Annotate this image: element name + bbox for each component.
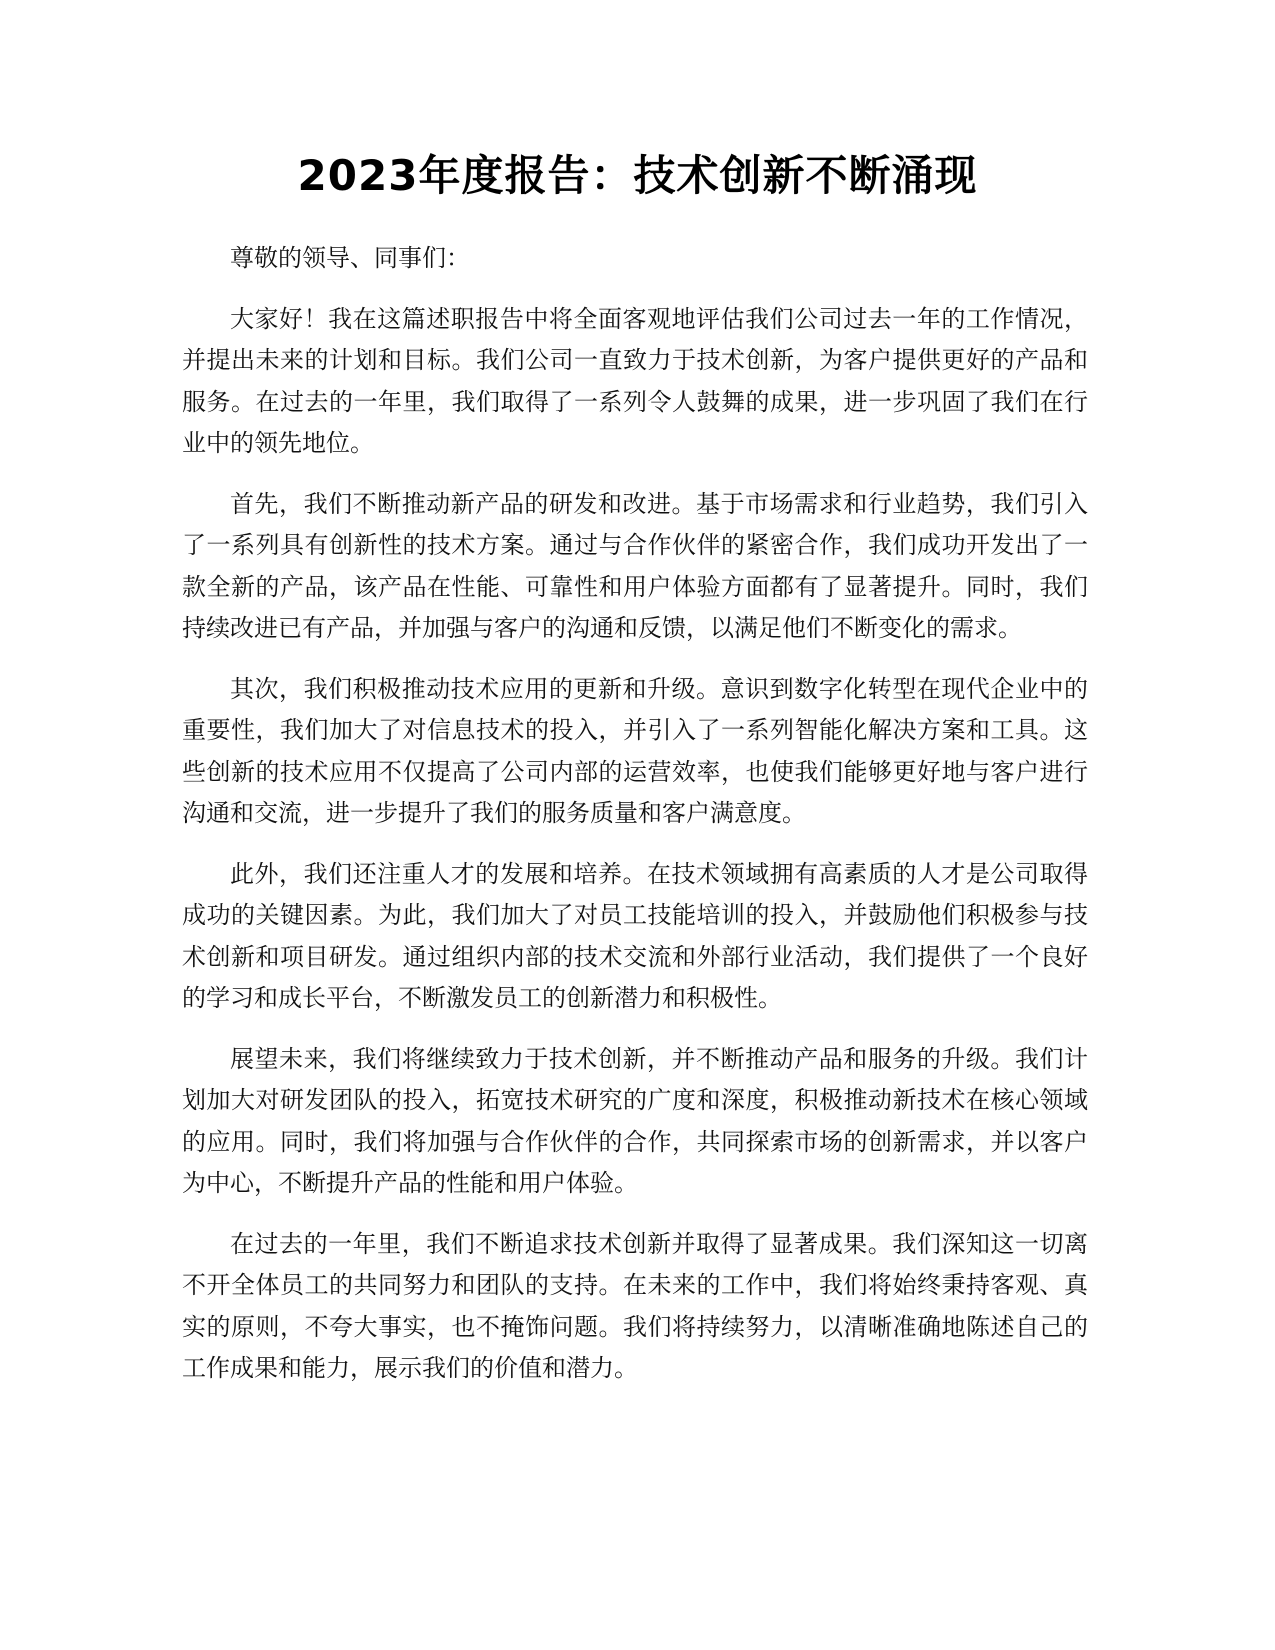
greeting-line: 尊敬的领导、同事们：: [230, 244, 470, 272]
paragraph-outlook: 展望未来，我们将继续致力于技术创新，并不断推动产品和服务的升级。我们计划加大对研发团队的投入，拓宽技术研究的广度和深度，积极推动新技术在核心领域的应用。同时，我们将加强与合作伙伴的合作，共同探索市场的创新需求，并以客户为中心，不断提升产品的性能和用户体验。: [182, 1044, 1088, 1197]
document-body: [182, 238, 1088, 1409]
paragraph-talent-development: 此外，我们还注重人才的发展和培养。在技术领域拥有高素质的人才是公司取得成功的关键因素。为此，我们加大了对员工技能培训的投入，并鼓励他们积极参与技术创新和项目研发。通过组织内部的技术交流和外部行业活动，我们提供了一个良好的学习和成长平台，不断激发员工的创新潜力和积极性。: [182, 859, 1088, 1012]
paragraph-technology-upgrade: 其次，我们积极推动技术应用的更新和升级。意识到数字化转型在现代企业中的重要性，我们加大了对信息技术的投入，并引入了一系列智能化解决方案和工具。这些创新的技术应用不仅提高了公司内部的运营效率，也使我们能够更好地与客户进行沟通和交流，进一步提升了我们的服务质量和客户满意度。: [182, 674, 1088, 827]
paragraph-intro: 大家好！我在这篇述职报告中将全面客观地评估我们公司过去一年的工作情况，并提出未来的计划和目标。我们公司一直致力于技术创新，为客户提供更好的产品和服务。在过去的一年里，我们取得了一系列令人鼓舞的成果，进一步巩固了我们在行业中的领先地位。: [182, 304, 1088, 457]
paragraph-conclusion: 在过去的一年里，我们不断追求技术创新并取得了显著成果。我们深知这一切离不开全体员工的共同努力和团队的支持。在未来的工作中，我们将始终秉持客观、真实的原则，不夸大事实，也不掩饰问题。我们将持续努力，以清晰准确地陈述自己的工作成果和能力，展示我们的价值和潜力。: [182, 1229, 1088, 1382]
paragraph-product-development: 首先，我们不断推动新产品的研发和改进。基于市场需求和行业趋势，我们引入了一系列具有创新性的技术方案。通过与合作伙伴的紧密合作，我们成功开发出了一款全新的产品，该产品在性能、可靠性和用户体验方面都有了显著提升。同时，我们持续改进已有产品，并加强与客户的沟通和反馈，以满足他们不断变化的需求。: [182, 489, 1088, 642]
page-title: 2023年度报告：技术创新不断涌现: [297, 151, 978, 200]
